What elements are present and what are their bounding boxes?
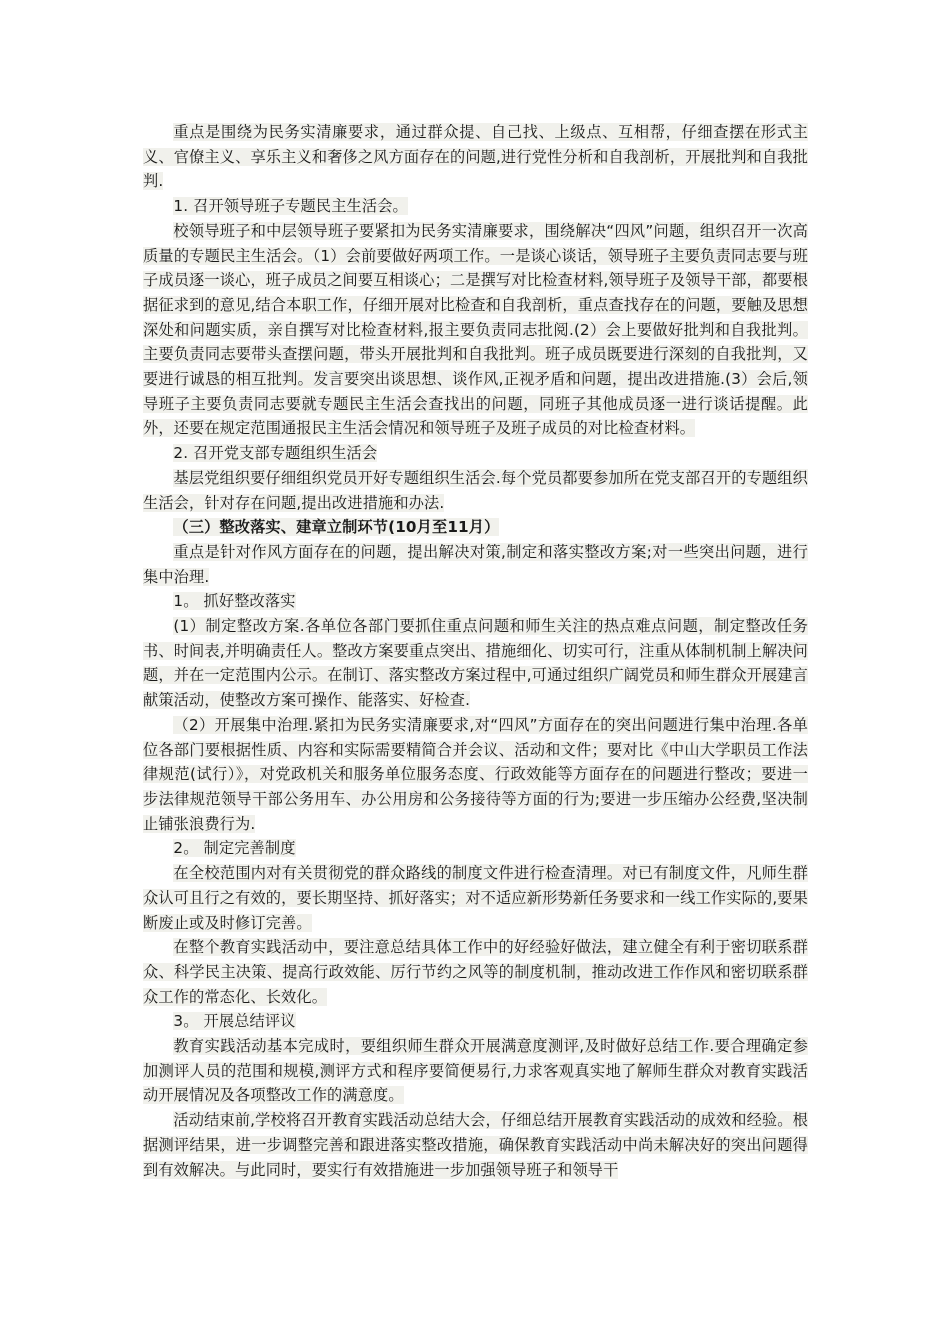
paragraph-text: 活动结束前,学校将召开教育实践活动总结大会，仔细总结开展教育实践活动的成效和经验。根据测评结果，进一步调整完善和跟进落实整改措施，确保教育实践活动中尚未解决好的突出问题得到有效解决。与此同时，要实行有效措施进一步加强领导班子和领导干 <box>143 1111 808 1179</box>
subheading <box>143 441 808 466</box>
paragraph-text: 基层党组织要仔细组织党员开好专题组织生活会.每个党员都要参加所在党支部召开的专题组织生活会，针对存在问题,提出改进措施和办法. <box>143 468 808 512</box>
paragraph <box>143 219 808 441</box>
paragraph-text: 校领导班子和中层领导班子要紧扣为民务实清廉要求，围绕解决“四风”问题，组织召开一次高质量的专题民主生活会。（1）会前要做好两项工作。一是谈心谈话，领导班子主要负责同志要与班子成员逐一谈心，班子成员之间要互相谈心；二是撰写对比检查材料,领导班子及领导干部，都要根据征求到的意见,结合本职工作，仔细开展对比检查和自我剖析，重点查找存在的问题，要触及思想深处和问题实质，亲自撰写对比检查材料,报主要负责同志批阅.(2）会上要做好批判和自我批判。主要负责同志要带头查摆问题，带头开展批判和自我批判。班子成员既要进行深刻的自我批判，又要进行诚恳的相互批判。发言要突出谈思想、谈作风,正视矛盾和问题，提出改进措施.(3）会后,领导班子主要负责同志要就专题民主生活会查找出的问题，同班子其他成员逐一进行谈话提醒。此外，还要在规定范围通报民主生活会情况和领导班子及班子成员的对比检查材料。 <box>143 221 808 438</box>
paragraph-text: 教育实践活动基本完成时，要组织师生群众开展满意度测评,及时做好总结工作.要合理确定参加测评人员的范围和规模,测评方式和程序要简便易行,力求客观真实地了解师生群众对教育实践活动开展情况及各项整改工作的满意度。 <box>143 1037 808 1105</box>
subheading <box>143 589 808 614</box>
subheading <box>143 1009 808 1034</box>
paragraph-text: （2）开展集中治理.紧扣为民务实清廉要求,对“四风”方面存在的突出问题进行集中治理.各单位各部门要根据性质、内容和实际需要精简合并会议、活动和文件；要对比《中山大学职员工作法律规范(试行）》，对党政机关和服务单位服务态度、行政效能等方面存在的问题进行整改；要进一步法律规范领导干部公务用车、办公用房和公务接待等方面的行为;要进一步压缩办公经费,坚决制止铺张浪费行为. <box>143 715 808 833</box>
paragraph <box>143 713 808 837</box>
paragraph-text: 重点是围绕为民务实清廉要求，通过群众提、自己找、上级点、互相帮，仔细查摆在形式主义、官僚主义、享乐主义和奢侈之风方面存在的问题,进行党性分析和自我剖析，开展批判和自我批判. <box>143 123 808 191</box>
document-page <box>143 120 808 1182</box>
paragraph <box>143 120 808 194</box>
section-heading-text: （三）整改落实、建章立制环节(10月至11月） <box>173 518 500 537</box>
paragraph <box>143 614 808 713</box>
subheading-text: 1。 抓好整改落实 <box>173 592 296 611</box>
paragraph-text: (1）制定整改方案.各单位各部门要抓住重点问题和师生关注的热点难点问题，制定整改任务书、时间表,并明确责任人。整改方案要重点突出、措施细化、切实可行，注重从体制机制上解决问题，并在一定范围内公示。在制订、落实整改方案过程中,可通过组织广阔党员和师生群众开展建言献策活动，使整改方案可操作、能落实、好检查. <box>143 617 808 710</box>
subheading-text: 2. 召开党支部专题组织生活会 <box>173 444 378 463</box>
subheading <box>143 194 808 219</box>
subheading-text: 2。 制定完善制度 <box>173 839 296 858</box>
subheading-text: 1. 召开领导班子专题民主生活会。 <box>173 197 408 216</box>
subheading-text: 3。 开展总结评议 <box>173 1012 296 1031</box>
paragraph <box>143 935 808 1009</box>
paragraph <box>143 1034 808 1108</box>
paragraph <box>143 861 808 935</box>
paragraph <box>143 1108 808 1182</box>
subheading <box>143 836 808 861</box>
paragraph-text: 重点是针对作风方面存在的问题，提出解决对策,制定和落实整改方案;对一些突出问题，进行集中治理. <box>143 542 808 586</box>
paragraph <box>143 466 808 515</box>
paragraph-text: 在全校范围内对有关贯彻党的群众路线的制度文件进行检查清理。对已有制度文件，凡师生群众认可且行之有效的，要长期坚持、抓好落实；对不适应新形势新任务要求和一线工作实际的,要果断废止或及时修订完善。 <box>143 864 808 932</box>
paragraph-text: 在整个教育实践活动中，要注意总结具体工作中的好经验好做法，建立健全有利于密切联系群众、科学民主决策、提高行政效能、厉行节约之风等的制度机制，推动改进工作作风和密切联系群众工作的常态化、长效化。 <box>143 938 808 1006</box>
section-heading <box>143 515 808 540</box>
paragraph <box>143 540 808 589</box>
